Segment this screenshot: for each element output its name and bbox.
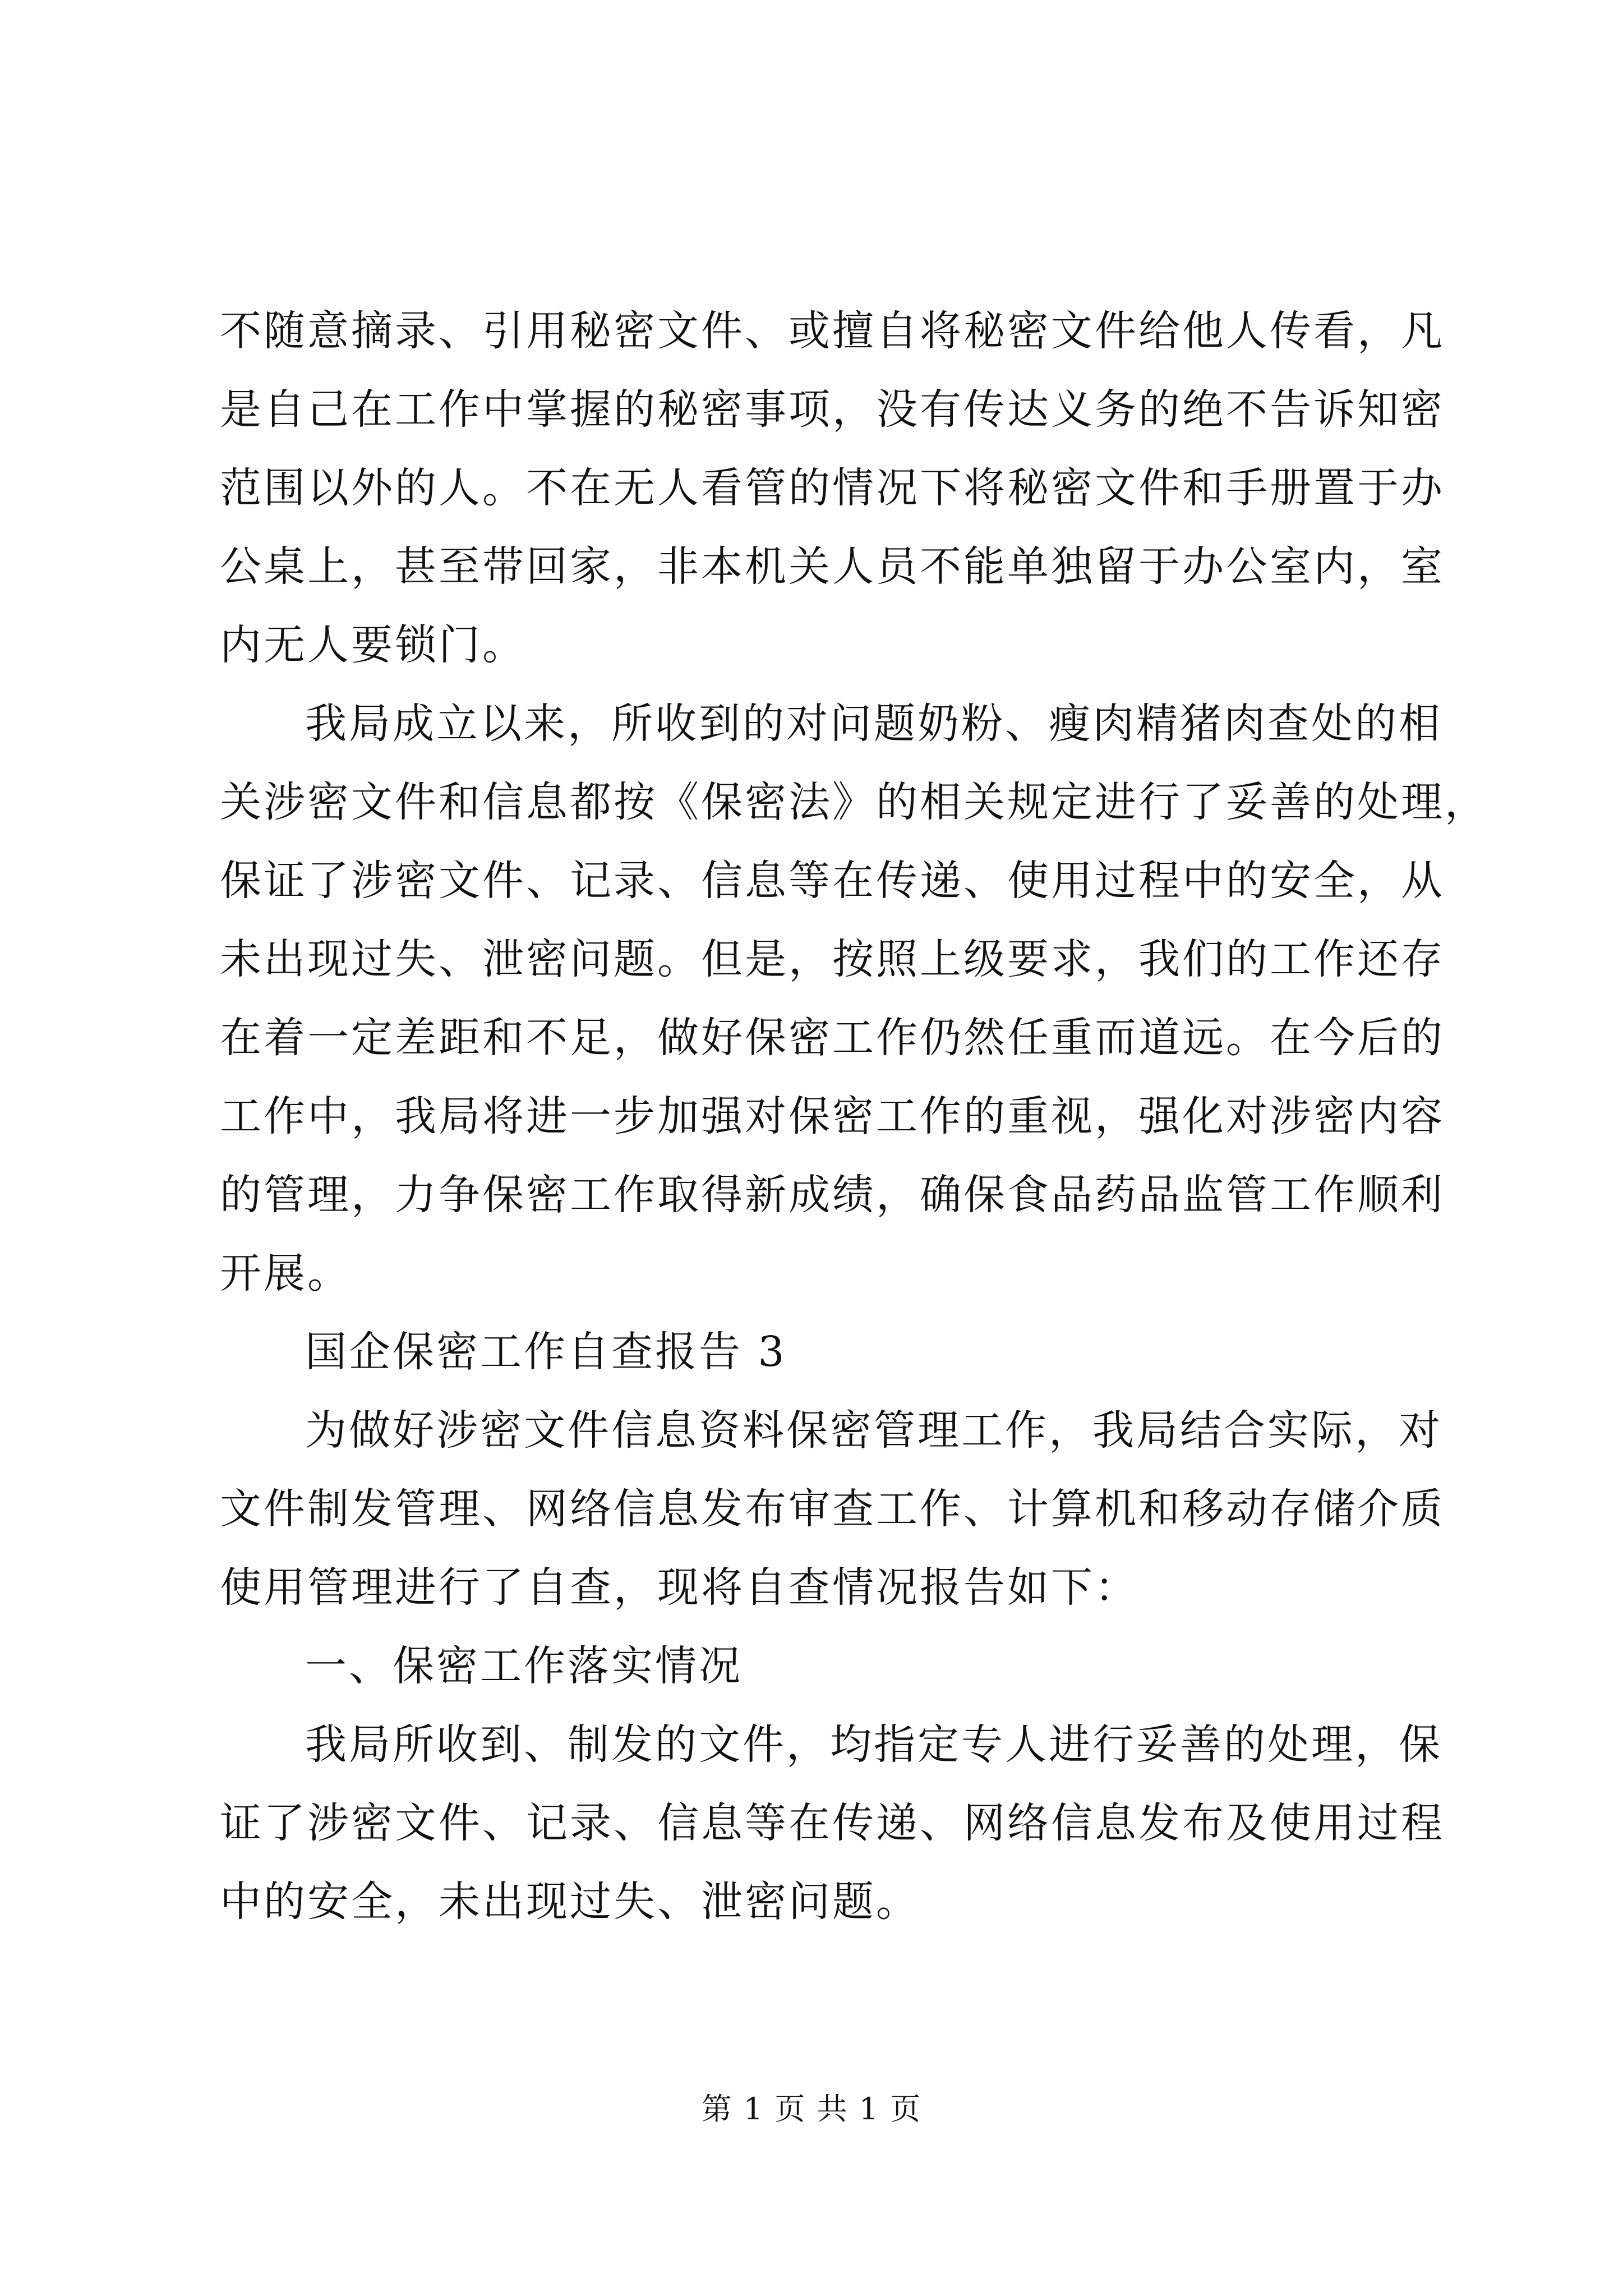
paragraph-line: 不随意摘录、引用秘密文件、或擅自将秘密文件给他人传看，凡 — [220, 307, 1445, 355]
paragraph-line: 保证了涉密文件、记录、信息等在传递、使用过程中的安全，从 — [220, 857, 1445, 905]
document-body — [220, 292, 1488, 1941]
section-heading: 国企保密工作自查报告 3 — [305, 1328, 787, 1376]
paragraph-line: 公桌上，甚至带回家，非本机关人员不能单独留于办公室内，室 — [220, 542, 1445, 591]
paragraph-line: 证了涉密文件、记录、信息等在传递、网络信息发布及使用过程 — [220, 1799, 1445, 1847]
paragraph-line: 开展。 — [220, 1249, 351, 1297]
page-footer — [0, 2087, 1623, 2132]
paragraph-line: 使用管理进行了自查，现将自查情况报告如下： — [220, 1563, 1138, 1612]
paragraph-3 — [220, 1313, 1414, 1391]
page-number-label: 第 1 页 共 1 页 — [701, 2091, 922, 2127]
paragraph-4 — [220, 1391, 1445, 1627]
paragraph-line: 在着一定差距和不足，做好保密工作仍然任重而道远。在今后的 — [220, 1014, 1445, 1062]
paragraph-6 — [220, 1705, 1445, 1941]
paragraph-line: 我局所收到、制发的文件，均指定专人进行妥善的处理，保 — [305, 1720, 1442, 1769]
paragraph-1 — [220, 292, 1445, 684]
subsection-heading: 一、保密工作落实情况 — [305, 1642, 743, 1690]
paragraph-line: 的管理，力争保密工作取得新成绩，确保食品药品监管工作顺利 — [220, 1171, 1445, 1219]
paragraph-5 — [220, 1627, 1414, 1705]
paragraph-line: 为做好涉密文件信息资料保密管理工作，我局结合实际，对 — [305, 1406, 1442, 1455]
paragraph-line: 范围以外的人。不在无人看管的情况下将秘密文件和手册置于办 — [220, 464, 1445, 512]
paragraph-line: 是自己在工作中掌握的秘密事项，没有传达义务的绝不告诉知密 — [220, 385, 1445, 434]
paragraph-line: 内无人要锁门。 — [220, 621, 526, 669]
paragraph-2 — [220, 684, 1488, 1313]
paragraph-line: 未出现过失、泄密问题。但是，按照上级要求，我们的工作还存 — [220, 935, 1445, 983]
paragraph-line: 关涉密文件和信息都按《保密法》的相关规定进行了妥善的处理， — [220, 778, 1488, 826]
paragraph-line: 我局成立以来，所收到的对问题奶粉、瘦肉精猪肉查处的相 — [305, 700, 1442, 748]
paragraph-line: 工作中，我局将进一步加强对保密工作的重视，强化对涉密内容 — [220, 1092, 1445, 1140]
paragraph-line: 文件制发管理、网络信息发布审查工作、计算机和移动存储介质 — [220, 1485, 1445, 1533]
paragraph-line: 中的安全，未出现过失、泄密问题。 — [220, 1878, 920, 1926]
